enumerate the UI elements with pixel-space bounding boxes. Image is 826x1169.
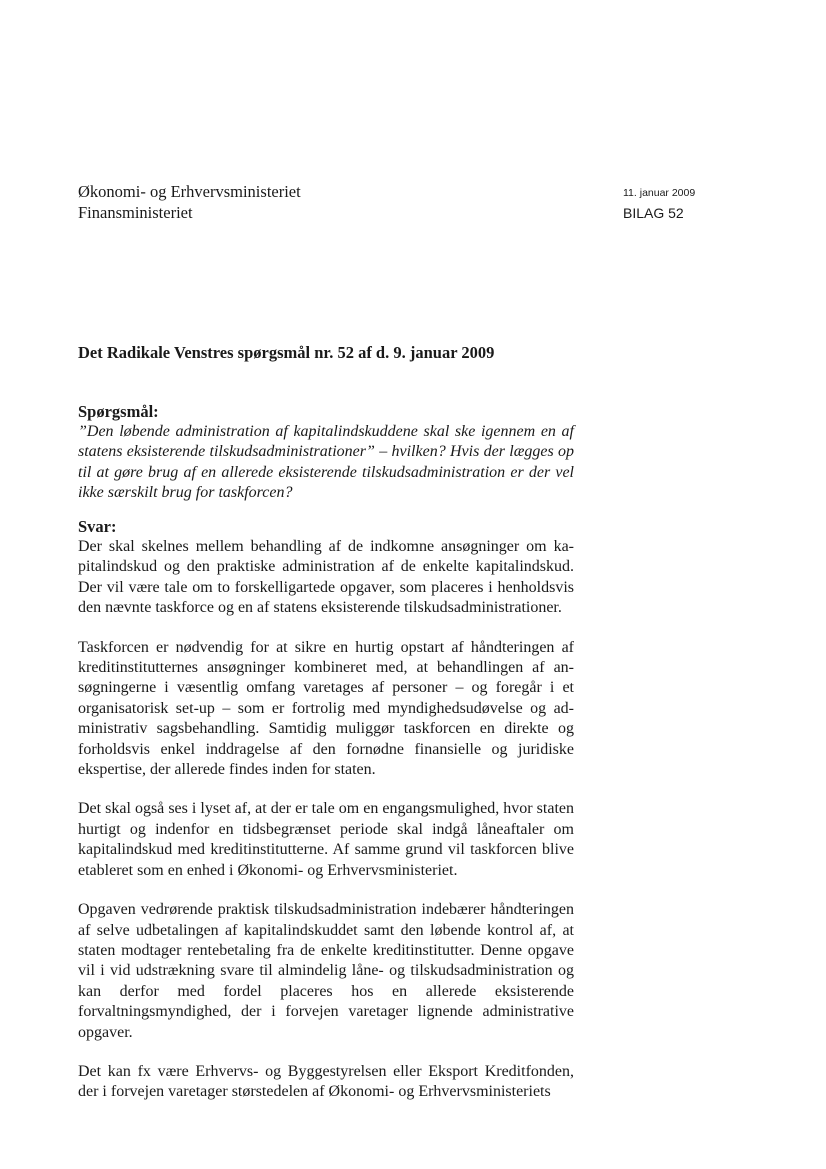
bilag-number: BILAG 52 [623,205,684,221]
answer-heading: Svar: [78,517,117,536]
question-text: ”Den løbende administration af kapitalindskuddene skal ske igennem en af statens eksisterende tilskudsadministrationer” – hvilken? Hvis der lægges op til at gøre brug af en allerede eksisterende tilskudsadministration er der vel ikke særskilt brug for taskforcen? [78,423,574,502]
document-title: Det Radikale Venstres spørgsmål nr. 52 af d. 9. januar 2009 [78,343,495,362]
answer-paragraph: Det skal også ses i lyset af, at der er tale om en engangsmulighed, hvor staten hurtigt og indenfor en tidsbegrænset periode skal indgå låneaftaler om kapitalindskud med kreditinstitutterne. Af samme grund vil taskforcen blive etableret som en enhed i Økonomi- og Erhvervsministeriet. [78,800,574,879]
answer-section [78,517,574,1103]
question-heading: Spørgsmål: [78,402,159,421]
answer-paragraph: Der skal skelnes mellem behandling af de indkomne ansøgninger om kapitalindskud og den praktiske administration af de enkelte kapitalindskud. Der vil være tale om to forskelligartede opgaver, som placeres i henholdsvis den nævnte taskforce og en af statens eksisterende tilskudsadministrationer. [78,538,574,617]
answer-paragraph: Opgaven vedrørende praktisk tilskudsadministration indebærer håndteringen af selve udbetalingen af kapitalindskuddet samt den løbende kontrol af, at staten modtager rentebetaling fra de enkelte kreditinstitutter. Denne opgave vil i vid udstrækning svare til almindelig låne- og tilskudsadministration og kan derfor med fordel placeres hos en allerede eksisterende forvaltningsmyndighed, der i forvejen varetager lignende administrative opgaver. [78,901,574,1041]
sender-block [78,181,301,223]
answer-paragraph: Taskforcen er nødvendig for at sikre en hurtig opstart af håndteringen af kreditinstitutternes ansøgninger kombineret med, at behandlingen af ansøgningerne i væsentlig omfang varetages af personer – og foregår i et organisatorisk set-up – som er fortrolig med myndighedsudøvelse og administrativ sagsbehandling. Samtidig muliggør taskforcen en direkte og forholdsvis enkel inddragelse af den fornødne finansielle og juridiske ekspertise, der allerede findes inden for staten. [78,638,574,779]
answer-paragraph: Det kan fx være Erhvervs- og Byggestyrelsen eller Eksport Kreditfonden, der i forvejen varetager størstedelen af Økonomi- og Erhvervsministeriets [78,1062,574,1101]
sender-ministry-2: Finansministeriet [78,203,193,222]
document-date: 11. januar 2009 [623,187,696,199]
sender-ministry-1: Økonomi- og Erhvervsministeriet [78,182,301,201]
question-section [78,402,574,504]
document-meta [623,186,695,223]
